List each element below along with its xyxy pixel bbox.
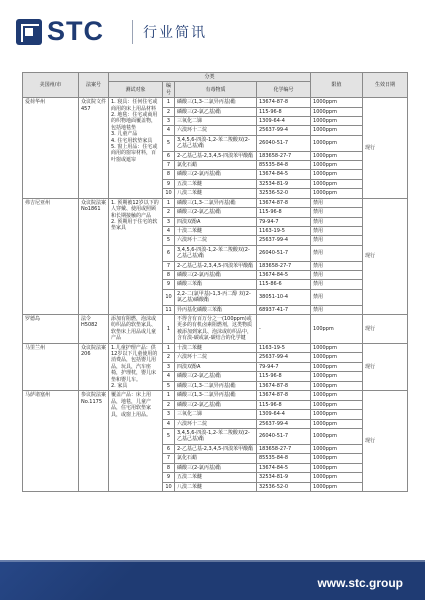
substance-cell: 磷酸三(2-氯乙基)酯 xyxy=(175,372,257,382)
cas-cell: 13674-87-8 xyxy=(257,198,311,207)
effective-cell: 现行 xyxy=(363,391,408,491)
substance-cell: 十溴二苯醚 xyxy=(175,226,257,235)
effective-cell: 现行 xyxy=(363,198,408,314)
substance-cell: 六溴环十二烷 xyxy=(175,419,257,428)
table-row xyxy=(23,314,408,343)
limit-cell: 1000ppm xyxy=(311,362,363,372)
footer-decoration xyxy=(0,560,200,600)
substance-cell: 磷酸三苯酯 xyxy=(175,280,257,289)
limit-cell: 100ppm xyxy=(311,314,363,343)
cas-cell: 1163-19-5 xyxy=(257,343,311,353)
region-cell: 马里兰州 xyxy=(23,343,79,391)
region-cell: 爱荷华州 xyxy=(23,98,79,198)
cas-cell: 183658-27-7 xyxy=(257,261,311,270)
substance-cell: 三氧化二锑 xyxy=(175,410,257,419)
cas-cell: 38051-10-4 xyxy=(257,289,311,305)
cas-cell: 25637-99-4 xyxy=(257,126,311,135)
cas-cell: - xyxy=(257,314,311,343)
cas-cell: 85535-84-8 xyxy=(257,454,311,463)
table-row xyxy=(23,391,408,400)
cas-cell: 25637-99-4 xyxy=(257,419,311,428)
number-cell: 3 xyxy=(163,362,175,372)
regulation-table-body xyxy=(23,98,408,492)
table-row xyxy=(23,98,408,107)
substance-cell: 2-乙基己基-2,3,4,5-四溴苯甲酸酯 xyxy=(175,151,257,160)
cas-cell: 32536-52-0 xyxy=(257,482,311,491)
limit-cell: 禁用 xyxy=(311,280,363,289)
number-cell: 9 xyxy=(163,179,175,188)
region-cell: 马萨诸塞州 xyxy=(23,391,79,491)
stc-logo xyxy=(16,16,104,47)
page-header xyxy=(0,0,425,56)
cas-cell: 183658-27-7 xyxy=(257,444,311,453)
number-cell: 1 xyxy=(163,98,175,107)
substance-cell: 氯化石蜡 xyxy=(175,454,257,463)
page-footer xyxy=(0,560,425,600)
cas-cell: 13674-84-5 xyxy=(257,270,311,279)
substance-cell: 磷酸三(1,3-二氯异丙基)酯 xyxy=(175,391,257,400)
header-substance: 有毒物质 xyxy=(175,82,257,98)
number-cell: 2 xyxy=(163,208,175,217)
number-cell: 5 xyxy=(163,429,175,445)
region-cell: 弗吉尼亚州 xyxy=(23,198,79,314)
cas-cell: 32536-52-0 xyxy=(257,189,311,198)
limit-cell: 1000ppm xyxy=(311,151,363,160)
number-cell: 5 xyxy=(163,135,175,151)
limit-cell: 1000ppm xyxy=(311,161,363,170)
number-cell: 1 xyxy=(163,314,175,343)
substance-cell: 磷酸三(2-氯丙基)酯 xyxy=(175,463,257,472)
cas-cell: 1309-64-4 xyxy=(257,117,311,126)
number-cell: 1 xyxy=(163,391,175,400)
substance-cell: 2,2-二(氯甲基)-1,3-丙二醇 双(2-氯乙基)磷酸酯 xyxy=(175,289,257,305)
limit-cell: 1000ppm xyxy=(311,473,363,482)
number-cell: 4 xyxy=(163,126,175,135)
substance-cell: 四溴双酚A xyxy=(175,362,257,372)
limit-cell: 禁用 xyxy=(311,289,363,305)
number-cell: 10 xyxy=(163,482,175,491)
number-cell: 6 xyxy=(163,151,175,160)
number-cell: 2 xyxy=(163,400,175,409)
number-cell: 7 xyxy=(163,161,175,170)
cas-cell: 13674-84-5 xyxy=(257,463,311,472)
number-cell: 10 xyxy=(163,289,175,305)
header-limit: 限值 xyxy=(311,73,363,98)
number-cell: 1 xyxy=(163,343,175,353)
cas-cell: 1163-19-5 xyxy=(257,226,311,235)
number-cell: 8 xyxy=(163,170,175,179)
table-row xyxy=(23,343,408,353)
limit-cell: 1000ppm xyxy=(311,400,363,409)
limit-cell: 1000ppm xyxy=(311,353,363,363)
scope-cell: 添加有阻燃，泡沫或纺织品的软垫家具、软垫床上用品或儿童产品 xyxy=(109,314,163,343)
cas-cell: 68937-41-7 xyxy=(257,305,311,314)
number-cell: 2 xyxy=(163,353,175,363)
number-cell: 8 xyxy=(163,463,175,472)
law-cell: 众议院文件457 xyxy=(79,98,109,198)
scope-cell: 1.儿童护理产品：供12岁以下儿童使用的消费品，包括婴儿用品，玩具，汽车座椅，护理枕，婴儿床垫和婴儿车。 2. 家具 xyxy=(109,343,163,391)
cas-cell: 25637-99-4 xyxy=(257,353,311,363)
substance-cell: 3,4,5,6-四溴-1,2-苯二羧酸双(2-乙基己基)酯 xyxy=(175,429,257,445)
cas-cell: 115-96-8 xyxy=(257,372,311,382)
substance-cell: 八溴二苯醚 xyxy=(175,189,257,198)
number-cell: 5 xyxy=(163,381,175,391)
limit-cell: 禁用 xyxy=(311,198,363,207)
cas-cell: 115-86-6 xyxy=(257,280,311,289)
number-cell: 8 xyxy=(163,270,175,279)
regulation-table xyxy=(22,72,408,492)
effective-cell: 现行 xyxy=(363,343,408,391)
scope-cell: 1. 寝具：任何住宅或商用的床上用品材料 2. 地毯：住宅或商用的织物地面覆盖物，包括地毯垫 3. 儿童产品 4. 住宅用软垫家具 5. 窗上用品：住宅或商用的窗帘材料，百叶窗或遮帘 xyxy=(109,98,163,198)
number-cell: 9 xyxy=(163,280,175,289)
limit-cell: 1000ppm xyxy=(311,107,363,116)
number-cell: 1 xyxy=(163,198,175,207)
substance-cell: 三氧化二锑 xyxy=(175,117,257,126)
substance-cell: 磷酸三(2-氯丙基)酯 xyxy=(175,170,257,179)
number-cell: 7 xyxy=(163,261,175,270)
logo-text: STC xyxy=(47,16,104,46)
cas-cell: 183658-27-7 xyxy=(257,151,311,160)
substance-cell: 五溴二苯醚 xyxy=(175,473,257,482)
scope-cell: 1. 预期被12岁以下的人穿戴、使用或照顾和长期接触的产品 2. 预期用于住宅的软垫家具 xyxy=(109,198,163,314)
cas-cell: 13674-84-5 xyxy=(257,170,311,179)
substance-cell: 氯化石蜡 xyxy=(175,161,257,170)
limit-cell: 1000ppm xyxy=(311,372,363,382)
limit-cell: 1000ppm xyxy=(311,179,363,188)
limit-cell: 1000ppm xyxy=(311,419,363,428)
number-cell: 11 xyxy=(163,305,175,314)
number-cell: 4 xyxy=(163,226,175,235)
header-law: 法案号 xyxy=(79,73,109,98)
substance-cell: 3,4,5,6-四溴-1,2-苯二羧酸双(2-乙基己基)酯 xyxy=(175,135,257,151)
substance-cell: 十溴二苯醚 xyxy=(175,343,257,353)
footer-top-line xyxy=(0,560,425,562)
limit-cell: 1000ppm xyxy=(311,126,363,135)
cas-cell: 26040-51-7 xyxy=(257,429,311,445)
cas-cell: 32534-81-9 xyxy=(257,179,311,188)
number-cell: 7 xyxy=(163,454,175,463)
cas-cell: 115-96-8 xyxy=(257,400,311,409)
substance-cell: 2-乙基己基-2,3,4,5-四溴苯甲酸酯 xyxy=(175,444,257,453)
substance-cell: 五溴二苯醚 xyxy=(175,179,257,188)
law-cell: 众议院法案206 xyxy=(79,343,109,391)
region-cell: 罗德岛 xyxy=(23,314,79,343)
limit-cell: 禁用 xyxy=(311,208,363,217)
law-cell: 法令H5082 xyxy=(79,314,109,343)
cas-cell: 115-96-8 xyxy=(257,107,311,116)
limit-cell: 1000ppm xyxy=(311,381,363,391)
substance-cell: 六溴环十二烷 xyxy=(175,236,257,245)
cas-cell: 79-94-7 xyxy=(257,362,311,372)
substance-cell: 八溴二苯醚 xyxy=(175,482,257,491)
header-region: 美国州/市 xyxy=(23,73,79,98)
substance-cell: 磷酸三(2-氯乙基)酯 xyxy=(175,107,257,116)
limit-cell: 禁用 xyxy=(311,236,363,245)
number-cell: 9 xyxy=(163,473,175,482)
cas-cell: 25637-99-4 xyxy=(257,236,311,245)
limit-cell: 1000ppm xyxy=(311,117,363,126)
cas-cell: 26040-51-7 xyxy=(257,245,311,261)
number-cell: 3 xyxy=(163,410,175,419)
header-number: 编号 xyxy=(163,82,175,98)
page-title: 行业简讯 xyxy=(143,25,207,41)
number-cell: 4 xyxy=(163,372,175,382)
limit-cell: 1000ppm xyxy=(311,135,363,151)
footer-url: www.stc.group xyxy=(317,576,403,590)
law-cell: 参议院法案No.1175 xyxy=(79,391,109,491)
limit-cell: 1000ppm xyxy=(311,454,363,463)
limit-cell: 1000ppm xyxy=(311,410,363,419)
substance-cell: 四溴双酚A xyxy=(175,217,257,226)
limit-cell: 禁用 xyxy=(311,270,363,279)
number-cell: 3 xyxy=(163,117,175,126)
number-cell: 4 xyxy=(163,419,175,428)
limit-cell: 1000ppm xyxy=(311,170,363,179)
cas-cell: 13674-87-8 xyxy=(257,98,311,107)
substance-cell: 不得含有百万分之一(100ppm)或更多的有机卤素阻燃剂，这类物质被添加到家具、泡沫或纺织品中，含有溴-碳或氯-碳结合的化学键 xyxy=(175,314,257,343)
scope-cell: 覆盖产品：床上用品，地毯，儿童产品，住宅用软垫家具，或窗上用品。 xyxy=(109,391,163,491)
header-category: 分类 xyxy=(109,73,311,82)
number-cell: 6 xyxy=(163,245,175,261)
cas-cell: 13674-87-8 xyxy=(257,381,311,391)
table-row xyxy=(23,198,408,207)
limit-cell: 1000ppm xyxy=(311,391,363,400)
limit-cell: 禁用 xyxy=(311,217,363,226)
number-cell: 2 xyxy=(163,107,175,116)
limit-cell: 1000ppm xyxy=(311,482,363,491)
limit-cell: 1000ppm xyxy=(311,98,363,107)
limit-cell: 1000ppm xyxy=(311,343,363,353)
limit-cell: 禁用 xyxy=(311,305,363,314)
limit-cell: 1000ppm xyxy=(311,463,363,472)
substance-cell: 磷酸三(1,3-二氯异丙基)酯 xyxy=(175,381,257,391)
cas-cell: 115-96-8 xyxy=(257,208,311,217)
header-cas: 化学编号 xyxy=(257,82,311,98)
substance-cell: 3,4,5,6-四溴-1,2-苯二羧酸双(2-乙基己基)酯 xyxy=(175,245,257,261)
substance-cell: 异丙基化磷酸三苯酯 xyxy=(175,305,257,314)
effective-cell: 现行 xyxy=(363,98,408,198)
number-cell: 6 xyxy=(163,444,175,453)
substance-cell: 六溴环十二烷 xyxy=(175,126,257,135)
cas-cell: 79-94-7 xyxy=(257,217,311,226)
substance-cell: 磷酸三(2-氯乙基)酯 xyxy=(175,208,257,217)
substance-cell: 六溴环十二烷 xyxy=(175,353,257,363)
substance-cell: 磷酸三(1,3-二氯异丙基)酯 xyxy=(175,198,257,207)
limit-cell: 1000ppm xyxy=(311,429,363,445)
cas-cell: 26040-51-7 xyxy=(257,135,311,151)
effective-cell: 现行 xyxy=(363,314,408,343)
limit-cell: 1000ppm xyxy=(311,189,363,198)
header-effective: 生效日期 xyxy=(363,73,408,98)
substance-cell: 2-乙基己基-2,3,4,5-四溴苯甲酸酯 xyxy=(175,261,257,270)
limit-cell: 禁用 xyxy=(311,226,363,235)
law-cell: 众议院法案No1861 xyxy=(79,198,109,314)
limit-cell: 禁用 xyxy=(311,245,363,261)
number-cell: 10 xyxy=(163,189,175,198)
cas-cell: 85535-84-8 xyxy=(257,161,311,170)
limit-cell: 禁用 xyxy=(311,261,363,270)
stc-logo-icon xyxy=(16,19,42,45)
substance-cell: 磷酸三(1,3-二氯异丙基)酯 xyxy=(175,98,257,107)
number-cell: 3 xyxy=(163,217,175,226)
substance-cell: 磷酸三(2-氯乙基)酯 xyxy=(175,400,257,409)
cas-cell: 32534-81-9 xyxy=(257,473,311,482)
number-cell: 5 xyxy=(163,236,175,245)
cas-cell: 1309-64-4 xyxy=(257,410,311,419)
header-test-object: 测试对象 xyxy=(109,82,163,98)
cas-cell: 13674-87-8 xyxy=(257,391,311,400)
header-divider xyxy=(132,20,133,44)
substance-cell: 磷酸三(2-氯丙基)酯 xyxy=(175,270,257,279)
limit-cell: 1000ppm xyxy=(311,444,363,453)
